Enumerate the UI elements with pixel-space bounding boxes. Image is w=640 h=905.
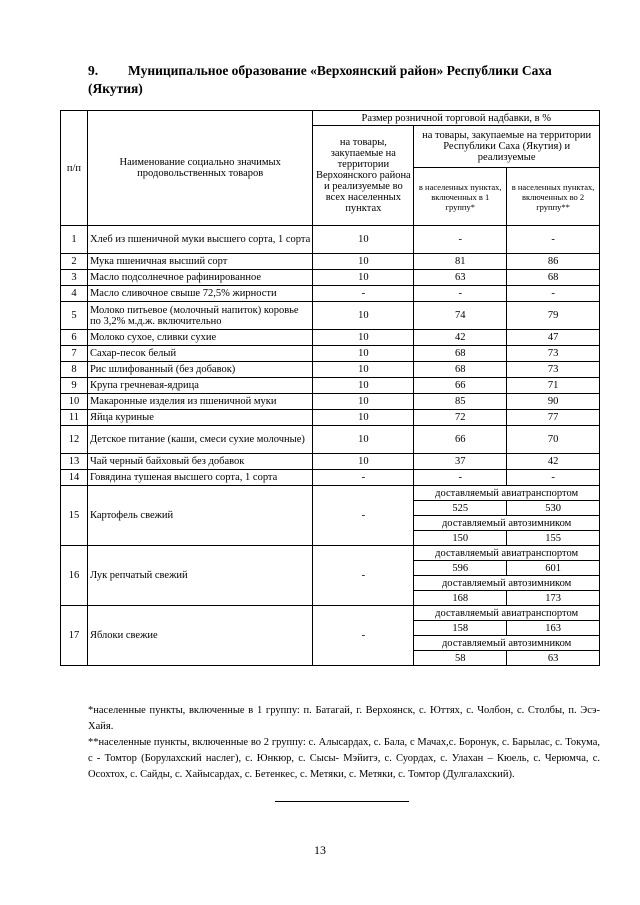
row-group2: 90 — [507, 394, 600, 410]
row-district: 10 — [313, 362, 414, 378]
road-group1: 58 — [414, 651, 507, 666]
row-name: Масло сливочное свыше 72,5% жирности — [87, 286, 312, 302]
row-group2: 42 — [507, 454, 600, 470]
row-name: Мука пшеничная высший сорт — [87, 254, 312, 270]
table-row — [61, 346, 600, 362]
road-delivery-label: доставляемый автозимником — [414, 636, 600, 651]
row-group2: 73 — [507, 362, 600, 378]
row-group2: 68 — [507, 270, 600, 286]
row-group2: 71 — [507, 378, 600, 394]
air-group1: 158 — [414, 621, 507, 636]
section-number: 9. — [88, 63, 99, 78]
row-group1: 81 — [414, 254, 507, 270]
section-heading — [88, 62, 588, 98]
table-row — [61, 362, 600, 378]
row-group1: 85 — [414, 394, 507, 410]
row-district: - — [313, 486, 414, 546]
row-group1: - — [414, 470, 507, 486]
header-name: Наименование социально значимых продовольственных товаров — [87, 111, 312, 226]
footnote-group2: **населенные пункты, включенные во 2 группу: с. Алысардах, с. Бала, с Мачах,с. Боронук, с. Барылас, с. Токума, с - Томтор (Борулахский наслег), с. Юнкюр, с. Сысы- Мэйитэ, с. Суордах, с. Улахан – Кюель, с. Черюмча, с. Осохтох, с. Сайды, с. Хайысардах, с. Бетенкес, с. Метяки, с. Метяки, с. Томтор (Дулгалахский). — [88, 737, 600, 780]
row-number: 17 — [61, 606, 88, 666]
row-name: Молоко питьевое (молочный напиток) коровье по 3,2% м.д.ж. включительно — [87, 302, 312, 330]
row-name: Говядина тушеная высшего сорта, 1 сорта — [87, 470, 312, 486]
row-name: Макаронные изделия из пшеничной муки — [87, 394, 312, 410]
row-name: Яблоки свежие — [87, 606, 312, 666]
row-number: 2 — [61, 254, 88, 270]
road-group2: 63 — [507, 651, 600, 666]
row-group1: 66 — [414, 378, 507, 394]
row-district: 10 — [313, 346, 414, 362]
header-republic: на товары, закупаемые на территории Республики Саха (Якутия) и реализуемые — [414, 126, 600, 168]
row-group1: 42 — [414, 330, 507, 346]
table-row — [61, 486, 600, 501]
row-group1: 68 — [414, 346, 507, 362]
row-number: 9 — [61, 378, 88, 394]
row-number: 11 — [61, 410, 88, 426]
table-row — [61, 454, 600, 470]
table-row — [61, 470, 600, 486]
row-number: 13 — [61, 454, 88, 470]
table-row — [61, 286, 600, 302]
road-delivery-label: доставляемый автозимником — [414, 516, 600, 531]
row-number: 14 — [61, 470, 88, 486]
air-group2: 530 — [507, 501, 600, 516]
road-group1: 150 — [414, 531, 507, 546]
row-number: 15 — [61, 486, 88, 546]
row-group2: 86 — [507, 254, 600, 270]
row-name: Картофель свежий — [87, 486, 312, 546]
row-number: 16 — [61, 546, 88, 606]
row-district: 10 — [313, 426, 414, 454]
row-district: 10 — [313, 302, 414, 330]
section-title: Муниципальное образование «Верхоянский район» Республики Саха (Якутия) — [88, 63, 552, 96]
row-district: 10 — [313, 270, 414, 286]
table-row — [61, 426, 600, 454]
table-row — [61, 378, 600, 394]
row-number: 4 — [61, 286, 88, 302]
row-district: 10 — [313, 254, 414, 270]
road-group1: 168 — [414, 591, 507, 606]
row-group2: 70 — [507, 426, 600, 454]
header-group1: в населенных пунктах, включенных в 1 группу* — [414, 168, 507, 226]
row-name: Хлеб из пшеничной муки высшего сорта, 1 сорта — [87, 226, 312, 254]
row-group2: 79 — [507, 302, 600, 330]
row-group1: 74 — [414, 302, 507, 330]
row-group1: 63 — [414, 270, 507, 286]
row-district: - — [313, 470, 414, 486]
row-name: Молоко сухое, сливки сухие — [87, 330, 312, 346]
row-name: Крупа гречневая-ядрица — [87, 378, 312, 394]
header-group2: в населенных пунктах, включенных во 2 группу** — [507, 168, 600, 226]
table-row — [61, 394, 600, 410]
air-group2: 163 — [507, 621, 600, 636]
row-group2: - — [507, 286, 600, 302]
table-row — [61, 254, 600, 270]
row-group2: - — [507, 470, 600, 486]
row-group1: - — [414, 286, 507, 302]
page-number: 13 — [314, 843, 326, 857]
air-delivery-label: доставляемый авиатранспортом — [414, 486, 600, 501]
row-group1: 68 — [414, 362, 507, 378]
table-row — [61, 330, 600, 346]
header-num: п/п — [61, 111, 88, 226]
row-name: Чай черный байховый без добавок — [87, 454, 312, 470]
row-name: Масло подсолнечное рафинированное — [87, 270, 312, 286]
road-delivery-label: доставляемый автозимником — [414, 576, 600, 591]
header-markup: Размер розничной торговой надбавки, в % — [313, 111, 600, 126]
air-group2: 601 — [507, 561, 600, 576]
row-number: 5 — [61, 302, 88, 330]
row-number: 8 — [61, 362, 88, 378]
row-number: 3 — [61, 270, 88, 286]
row-group2: 47 — [507, 330, 600, 346]
air-delivery-label: доставляемый авиатранспортом — [414, 546, 600, 561]
table-row — [61, 606, 600, 621]
row-name: Яйца куриные — [87, 410, 312, 426]
footnotes — [88, 703, 600, 783]
table-row — [61, 302, 600, 330]
row-name: Рис шлифованный (без добавок) — [87, 362, 312, 378]
row-district: - — [313, 286, 414, 302]
row-group1: - — [414, 226, 507, 254]
row-group1: 72 — [414, 410, 507, 426]
road-group2: 173 — [507, 591, 600, 606]
air-group1: 525 — [414, 501, 507, 516]
row-name: Лук репчатый свежий — [87, 546, 312, 606]
table-row — [61, 546, 600, 561]
air-delivery-label: доставляемый авиатранспортом — [414, 606, 600, 621]
row-number: 10 — [61, 394, 88, 410]
row-district: 10 — [313, 330, 414, 346]
row-group2: 73 — [507, 346, 600, 362]
row-district: 10 — [313, 410, 414, 426]
table-row — [61, 226, 600, 254]
row-group1: 66 — [414, 426, 507, 454]
row-district: 10 — [313, 226, 414, 254]
table-row — [61, 410, 600, 426]
row-district: 10 — [313, 454, 414, 470]
row-district: - — [313, 606, 414, 666]
markup-table — [60, 110, 600, 666]
table-row — [61, 270, 600, 286]
row-district: 10 — [313, 378, 414, 394]
road-group2: 155 — [507, 531, 600, 546]
row-group1: 37 — [414, 454, 507, 470]
header-district: на товары, закупаемые на территории Верхоянского района и реализуемые во всех населенных пунктах — [313, 126, 414, 226]
row-district: 10 — [313, 394, 414, 410]
row-number: 7 — [61, 346, 88, 362]
footnote-group1: *населенные пункты, включенные в 1 группу: п. Батагай, г. Верхоянск, с. Юттях, с. Чолбон, с. Столбы, п. Эсэ-Хайя. — [88, 705, 600, 732]
row-number: 6 — [61, 330, 88, 346]
row-group2: 77 — [507, 410, 600, 426]
air-group1: 596 — [414, 561, 507, 576]
row-number: 1 — [61, 226, 88, 254]
row-group2: - — [507, 226, 600, 254]
footnote-divider — [275, 801, 409, 802]
row-number: 12 — [61, 426, 88, 454]
row-name: Сахар-песок белый — [87, 346, 312, 362]
row-name: Детское питание (каши, смеси сухие молочные) — [87, 426, 312, 454]
row-district: - — [313, 546, 414, 606]
